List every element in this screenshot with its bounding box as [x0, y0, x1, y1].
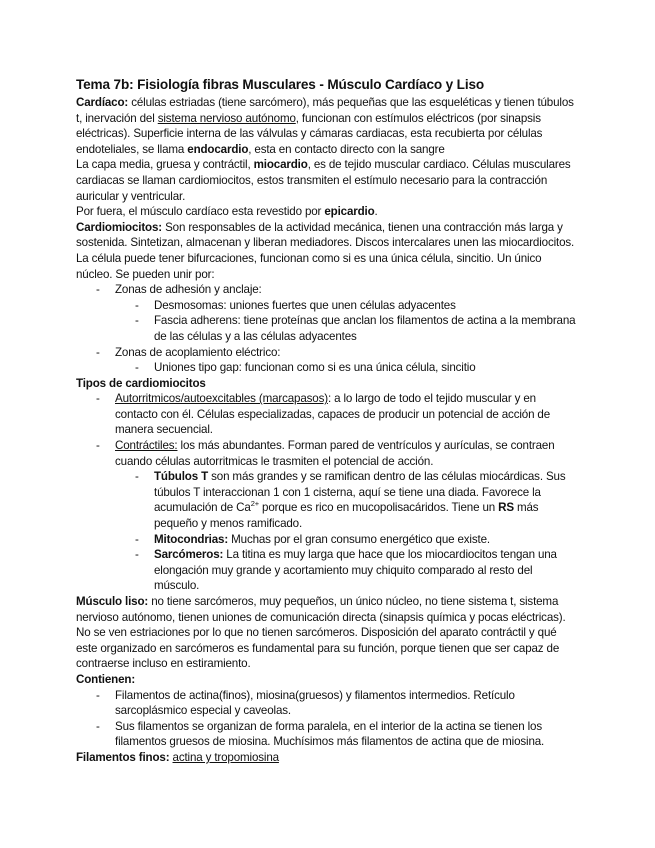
tubulos-text-1: son más grandes y se ramifican dentro de las células miocárdicas. Sus túbulos T interaccionan 1 con 1 cisterna, aquí se tiene una diada. Favorece la acumulación de Ca — [154, 470, 566, 515]
miocardio-paragraph — [76, 157, 576, 204]
autorritmicos-term: Autorritmicos/autoexcitables (marcapasos) — [115, 392, 328, 406]
tipos-heading-text: Tipos de cardiomiocitos — [76, 376, 206, 390]
sarcomeros-text: La titina es muy larga que hace que los miocardiocitos tengan una elongación muy grande y acortamiento muy chiquito comparado al resto del músculo. — [154, 548, 557, 593]
miocardio-text-2: , es de tejido muscular cardiaco. Células musculares cardiacas se llaman cardiomiocitos, estos transmiten el estímulo necesario para la contracción auricular y ventricular. — [76, 158, 571, 203]
tipos-heading — [76, 376, 576, 392]
epicardio-text-1: Por fuera, el músculo cardíaco esta revestido por — [76, 205, 325, 219]
autorritmicos-text: : a lo largo de todo el tejido muscular y en contacto con él. Células especializadas, capaces de producir un potencial de acción de manera secuencial. — [115, 392, 551, 437]
cardiaco-text-3: , esta en contacto directo con la sangre — [248, 142, 445, 156]
list-item — [115, 360, 576, 376]
list-item — [115, 469, 576, 531]
list-item — [115, 313, 576, 344]
list-item — [76, 391, 576, 438]
document-title: Tema 7b: Fisiología fibras Musculares - Músculo Cardíaco y Liso — [76, 77, 485, 92]
miocardio-text-1: La capa media, gruesa y contráctil, — [76, 158, 254, 172]
tubulos-text-2: porque es rico en mucopolisacáridos. Tiene un — [258, 501, 499, 515]
sarcomeros-term: Sarcómeros: — [154, 548, 224, 562]
list-item — [76, 345, 576, 376]
epicardio-term: epicardio — [324, 205, 375, 219]
cardiomiocitos-text: Son responsables de la actividad mecánica, tienen una contracción más larga y sostenida. Sintetizan, almacenan y liberan mediadores. Discos intercalares unen las miocardiocitos. La célula puede tener bifurcaciones, funcionan como si es una única célula, sincitio. Un único núcleo. Se pueden unir por: — [76, 220, 575, 281]
zonas-acoplamiento-text: Zonas de acoplamiento eléctrico: — [115, 345, 281, 359]
contienen-heading — [76, 672, 576, 688]
uniones-list — [76, 282, 576, 376]
cardiaco-label: Cardíaco: — [76, 96, 129, 109]
miocardio-term: miocardio — [253, 158, 308, 172]
tubulos-term: Túbulos T — [154, 470, 209, 484]
list-item — [76, 719, 576, 750]
cardiomiocitos-label: Cardiomiocitos: — [76, 220, 162, 234]
contienen-list — [76, 688, 576, 750]
filamentos-finos-value: actina y tropomiosina — [172, 750, 279, 764]
adhesion-sublist — [115, 298, 576, 345]
document-page — [76, 76, 576, 766]
contractiles-sublist — [115, 469, 576, 594]
liso-text: no tiene sarcómeros, muy pequeños, un único núcleo, no tiene sistema t, sistema nervioso autónomo, tienen uniones de comunicación directa (sinapsis química y pocas eléctricas). No se ven estriaciones por lo que no tienen sarcómeros. Disposición del aparato contráctil y qué este organizado en sarcómeros es fundamental para su función, porque tienen que ser capaz de contraerse incluso en estiramiento. — [76, 595, 566, 671]
sistema-nervioso-link: sistema nervioso autónomo — [157, 111, 296, 125]
contractiles-text: los más abundantes. Forman pared de ventrículos y aurículas, se contraen cuando células autorritmicas le trasmiten el potencial de acción. — [115, 439, 555, 468]
tipos-list — [76, 391, 576, 594]
filamentos-finos-line — [76, 750, 576, 766]
list-item — [115, 532, 576, 548]
filamentos-finos-label: Filamentos finos: — [76, 750, 170, 764]
cardiaco-text-2: , funcionan con estímulos eléctricos (por sinapsis eléctricas). Superficie interna de las válvulas y cámaras cardiacas, esta recubierta por células endoteliales, se llama — [76, 111, 543, 156]
cardiomiocitos-paragraph — [76, 220, 576, 282]
endocardio-term: endocardio — [187, 142, 249, 156]
epicardio-text-2: . — [374, 205, 378, 219]
contienen-item-2: Sus filamentos se organizan de forma paralela, en el interior de la actina se tienen los filamentos gruesos de miosina. Muchísimos más filamentos de actina que de miosina. — [115, 719, 545, 749]
liso-paragraph — [76, 594, 576, 672]
list-item — [76, 282, 576, 344]
acoplamiento-sublist — [115, 360, 576, 376]
calcium-superscript: 2+ — [250, 499, 259, 509]
contienen-heading-text: Contienen: — [76, 672, 136, 686]
desmosomas-text: Desmosomas: uniones fuertes que unen células adyacentes — [154, 298, 456, 312]
contienen-item-1: Filamentos de actina(finos), miosina(gruesos) y filamentos intermedios. Retículo sarcoplásmico especial y caveolas. — [115, 688, 515, 718]
mitocondrias-text: Muchas por el gran consumo energético que existe. — [228, 532, 490, 546]
epicardio-paragraph — [76, 204, 576, 220]
list-item — [76, 438, 576, 594]
liso-label: Músculo liso: — [76, 595, 149, 608]
contractiles-term: Contráctiles: — [115, 439, 178, 453]
cardiaco-paragraph — [76, 95, 576, 157]
gap-text: Uniones tipo gap: funcionan como si es una única célula, sincitio — [154, 361, 476, 375]
cardiaco-text-1: células estriadas (tiene sarcómero), más pequeñas que las esqueléticas y tienen túbulos t, inervación del — [76, 96, 574, 125]
tubulos-text-3: más pequeño y menos ramificado. — [154, 501, 539, 531]
list-item — [115, 298, 576, 314]
mitocondrias-term: Mitocondrias: — [154, 532, 229, 546]
rs-term: RS — [498, 501, 514, 515]
list-item — [115, 547, 576, 594]
fascia-text: Fascia adherens: tiene proteínas que anclan los filamentos de actina a la membrana de las células y a las células adyacentes — [154, 314, 576, 343]
zonas-adhesion-text: Zonas de adhesión y anclaje: — [115, 283, 262, 297]
list-item — [76, 688, 576, 719]
